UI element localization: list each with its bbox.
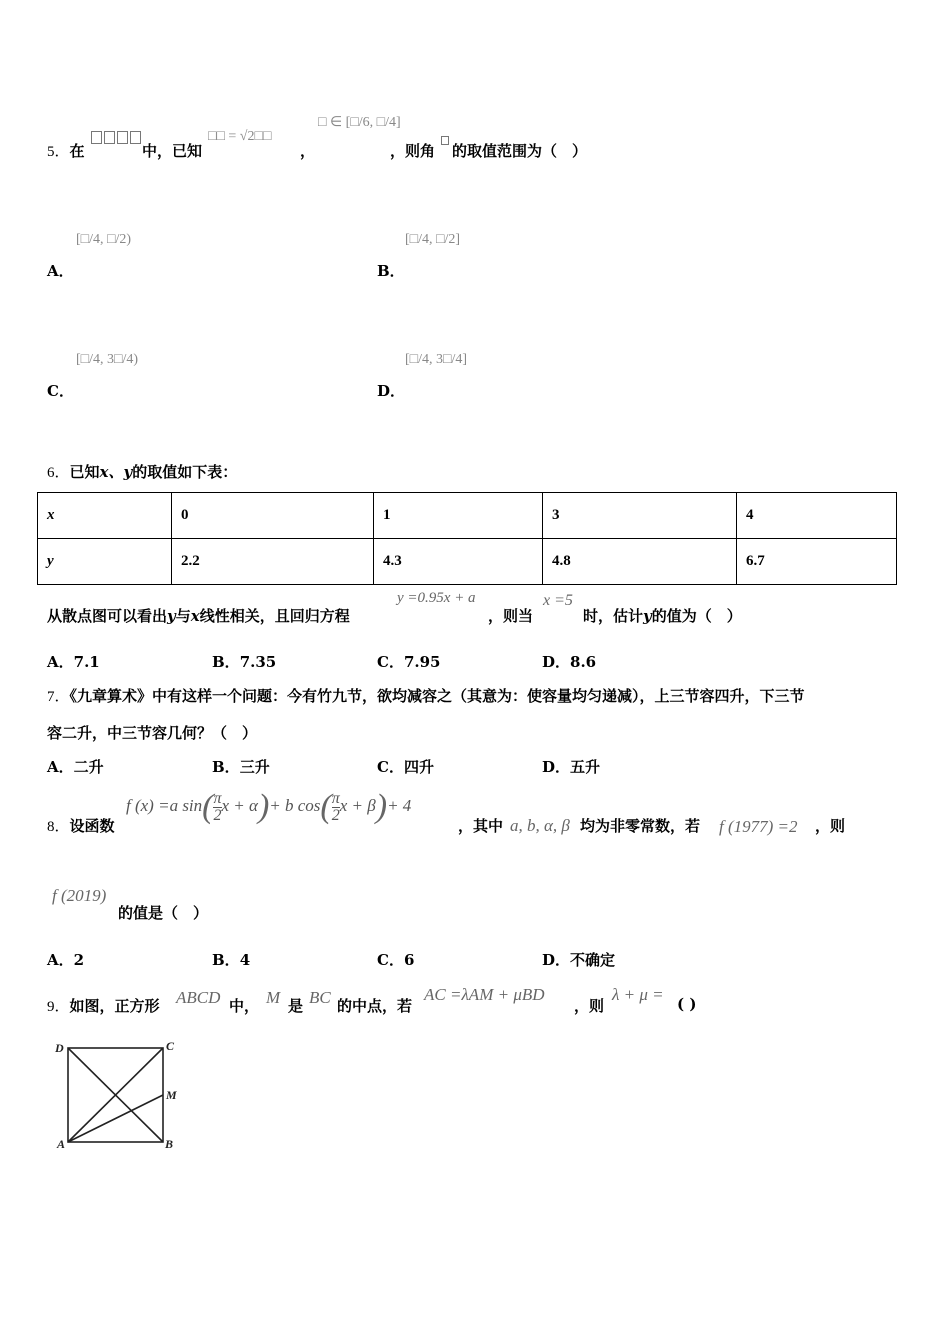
q6-regression-formula: y =0.95x + a <box>397 590 476 606</box>
q8-option-d: D．不确定 <box>542 951 616 969</box>
q6-stem <box>47 461 237 482</box>
q5-text-2: 中，已知 <box>142 142 203 160</box>
q8-option-b: B．4 <box>212 951 251 969</box>
q7-option-d: D．五升 <box>542 758 601 776</box>
q9-square-name: ABCD <box>176 988 221 1007</box>
q5-option-d-label: D． <box>377 382 406 400</box>
label-b: B <box>165 1137 174 1151</box>
q6-intro-vars: x、y <box>99 463 133 481</box>
table-cell: 3 <box>543 493 737 539</box>
table-cell: 6.7 <box>737 539 897 585</box>
q7-line-1: 7．《九章算术》中有这样一个问题：今有竹九节，欲均减容之（其意为：使容量均匀递减），上三节容四升，下三节 <box>47 687 805 705</box>
q9-stem: 9．如图，正方形 <box>47 997 160 1015</box>
q7-line-2: 容二升，中三节容几何？（ ） <box>47 724 258 742</box>
q7-option-a: A．二升 <box>47 758 104 776</box>
q5-text-5: 的取值范围为（ ） <box>452 142 588 160</box>
q5-option-a-formula: [□/4, □/2) <box>76 232 132 247</box>
q6-option-d: D．8.6 <box>542 653 597 671</box>
q6-option-a: A．7.1 <box>47 653 100 671</box>
q9-text-4: 的中点，若 <box>337 997 413 1015</box>
q5-option-c-formula: [□/4, 3□/4) <box>76 352 139 367</box>
q8-option-a: A．2 <box>47 951 85 969</box>
table-cell: 1 <box>374 493 543 539</box>
q8-condition: f (1977) =2 <box>719 817 798 836</box>
segment-am <box>68 1095 163 1142</box>
label-d: D <box>55 1041 64 1055</box>
q5-number: 5． <box>47 144 70 160</box>
table-cell: 4 <box>737 493 897 539</box>
label-m: M <box>166 1088 177 1102</box>
table-cell: 0 <box>172 493 374 539</box>
q5-option-c-label: C． <box>47 382 74 400</box>
q5-angle-placeholder <box>441 130 449 149</box>
q5-option-d-formula: [□/4, 3□/4] <box>405 352 468 367</box>
table-cell: y <box>38 539 172 585</box>
q9-text-2: 中， <box>229 997 260 1015</box>
q6-x-value: x =5 <box>543 592 573 609</box>
q8-function-formula: f (x) =a sin( $\frac{\pi}{2}$ x + α)+ b cos( $\frac{\pi}{2}$ x + β)+ 4 <box>126 788 412 825</box>
q8-stem: 8．设函数 <box>47 817 115 835</box>
q9-point-m: M <box>266 988 281 1007</box>
q6-intro-a: 已知 <box>69 463 100 481</box>
q5-triangle-placeholder <box>90 128 142 147</box>
q9-sum: λ + μ = <box>612 985 664 1004</box>
q9-square-figure <box>50 1036 190 1154</box>
q6-number: 6． <box>47 465 70 481</box>
q5-range-formula: □ ∈ [□/6, □/4] <box>318 115 401 130</box>
table-cell: 4.3 <box>374 539 543 585</box>
q6-intro-b: 的取值如下表： <box>132 463 238 481</box>
q9-text-6: ( ) <box>677 995 697 1013</box>
q8-option-c: C．6 <box>377 951 415 969</box>
q7-option-b: B．三升 <box>212 758 270 776</box>
q6-text-5: 时，估计y的值为（ ） <box>583 607 742 625</box>
q9-segment: BC <box>309 988 331 1007</box>
label-a: A <box>57 1137 66 1151</box>
q6-text-4: ，则当 <box>488 607 534 625</box>
q8-f2019: f (2019) <box>52 886 107 905</box>
q6-option-c: C．7.95 <box>377 653 441 671</box>
q9-text-3: 是 <box>288 997 304 1015</box>
q8-text-3: 均为非零常数，若 <box>580 817 701 835</box>
label-c: C <box>166 1039 175 1053</box>
q5-text-3: ， <box>300 142 316 160</box>
q8-number: 8． <box>47 819 70 835</box>
table-row <box>38 539 897 585</box>
table-row <box>38 493 897 539</box>
table-cell: 4.8 <box>543 539 737 585</box>
q9-text-5: ，则 <box>574 997 605 1015</box>
q5-text-4: ，则角 <box>390 142 436 160</box>
q8-text-5: 的值是（ ） <box>118 904 209 922</box>
q5-option-b-formula: [□/4, □/2] <box>405 232 461 247</box>
q5-stem <box>47 140 85 161</box>
q8-text-4: ，则 <box>815 817 846 835</box>
q6-regression-line: 从散点图可以看出y与x线性相关，且回归方程 <box>47 607 350 625</box>
q5-option-b-label: B． <box>377 262 405 280</box>
q7-number: 7． <box>47 689 70 705</box>
q6-data-table <box>37 492 897 585</box>
q5-condition-formula: □□ = √2□□ <box>208 129 272 144</box>
table-cell: x <box>38 493 172 539</box>
q8-constants: a, b, α, β <box>510 816 570 835</box>
q6-option-b: B．7.35 <box>212 653 277 671</box>
q5-option-a-label: A． <box>47 262 74 280</box>
table-cell: 2.2 <box>172 539 374 585</box>
q5-text-1: 在 <box>69 142 85 160</box>
q9-number: 9． <box>47 999 70 1015</box>
q7-option-c: C．四升 <box>377 758 434 776</box>
q8-text-2: ，其中 <box>458 817 504 835</box>
q9-vector-equation: AC =λAM + μBD <box>424 985 545 1004</box>
